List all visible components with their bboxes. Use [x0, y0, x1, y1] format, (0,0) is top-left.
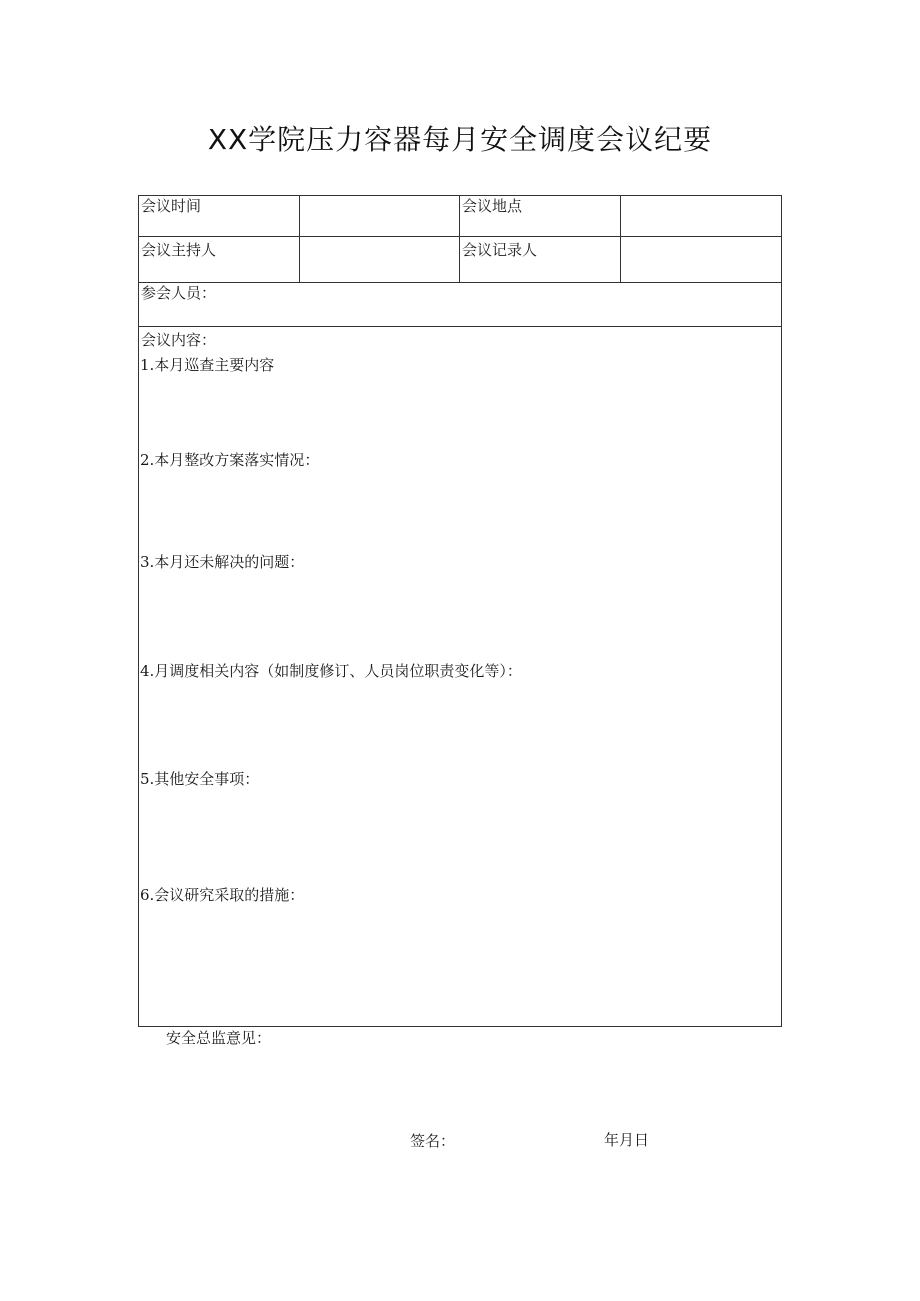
- content-item-rectification: 2.本月整改方案落实情况：: [140, 451, 320, 469]
- meeting-time-label: 会议时间: [139, 196, 300, 237]
- meeting-time-field[interactable]: [300, 196, 460, 237]
- meeting-host-field[interactable]: [300, 237, 460, 283]
- meeting-content-label: 会议内容：: [141, 331, 217, 349]
- meeting-content-field[interactable]: [139, 327, 782, 1027]
- content-item-inspection: 1.本月巡查主要内容: [140, 356, 275, 374]
- meeting-recorder-field[interactable]: [621, 237, 782, 283]
- content-item-dispatch: 4.月调度相关内容（如制度修订、人员岗位职责变化等）：: [140, 662, 522, 680]
- meeting-minutes-form: [138, 195, 782, 1027]
- content-item-other-safety: 5.其他安全事项：: [140, 770, 260, 788]
- content-item-measures: 6.会议研究采取的措施：: [140, 886, 305, 904]
- attendees-row: [139, 283, 782, 327]
- content-row: [139, 327, 782, 1027]
- attendees-label: 参会人员：: [141, 284, 217, 302]
- meeting-time-row: [139, 196, 782, 237]
- document-title: XX学院压力容器每月安全调度会议纪要: [207, 123, 713, 156]
- signature-label: 签名：: [410, 1132, 456, 1150]
- content-item-unresolved: 3.本月还未解决的问题：: [140, 553, 305, 571]
- meeting-host-row: [139, 237, 782, 283]
- meeting-place-field[interactable]: [621, 196, 782, 237]
- meeting-place-label: 会议地点: [460, 196, 621, 237]
- meeting-recorder-label: 会议记录人: [460, 237, 621, 283]
- date-label: 年月日: [604, 1131, 650, 1149]
- attendees-field[interactable]: [139, 283, 782, 327]
- supervisor-opinion-label: 安全总监意见：: [166, 1029, 272, 1047]
- meeting-host-label: 会议主持人: [139, 237, 300, 283]
